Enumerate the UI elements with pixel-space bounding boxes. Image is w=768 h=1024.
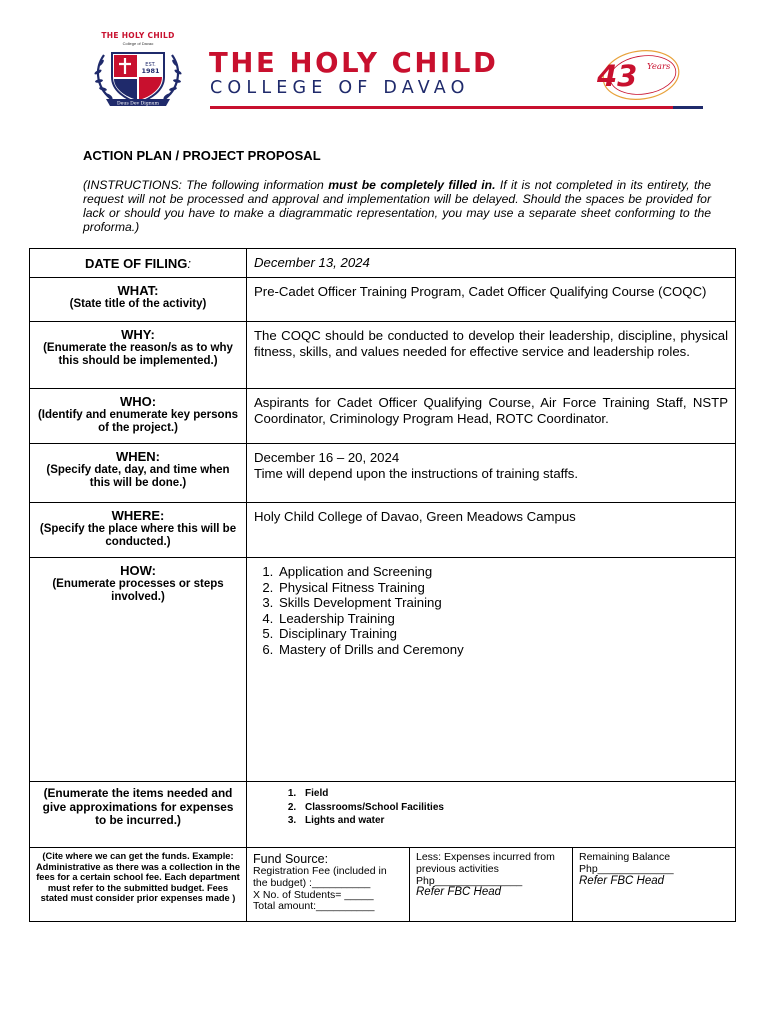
- row-funds: [30, 848, 736, 922]
- why-label: WHY:: [121, 327, 155, 342]
- fund-source-cell[interactable]: [247, 848, 410, 922]
- college-subtitle: COLLEGE OF DAVAO: [210, 78, 470, 98]
- row-when: [30, 444, 736, 503]
- anniversary-43-icon: [593, 44, 685, 106]
- what-hint: (State title of the activity): [69, 298, 207, 310]
- why-hint: (Enumerate the reason/s as to why this should be implemented.): [43, 342, 233, 367]
- expenses-note: Refer FBC Head: [416, 886, 502, 899]
- where-label: WHERE:: [111, 508, 165, 523]
- how-hint: (Enumerate processes or steps involved.): [52, 578, 224, 603]
- how-value[interactable]: [247, 558, 736, 782]
- why-label-cell: [30, 322, 247, 389]
- seal-year: 1981: [141, 66, 160, 75]
- how-label-cell: [30, 558, 247, 782]
- expenses-php: Php_______________: [416, 874, 523, 887]
- row-items: [30, 782, 736, 848]
- anniversary-word: Years: [647, 62, 671, 72]
- registration-fee-line: Registration Fee (included in the budget) :__________: [253, 865, 387, 889]
- anniversary-number: 43: [597, 59, 638, 93]
- what-label: WHAT:: [117, 283, 159, 298]
- list-item: 2. Classrooms/School Facilities: [299, 801, 728, 815]
- instructions-emphasis: must be completely filled in.: [328, 178, 496, 192]
- when-label: WHEN:: [115, 449, 161, 464]
- row-where: [30, 503, 736, 558]
- date-of-filing-label: DATE OF FILING:: [30, 249, 247, 278]
- items-hint: (Enumerate the items needed and give approximations for expenses to be incurred.): [42, 786, 234, 827]
- remaining-title: Remaining Balance: [579, 851, 671, 863]
- row-why: [30, 322, 736, 389]
- seal-motto: Deus Dev Dignum: [116, 101, 160, 107]
- list-item: 1. Field: [299, 787, 728, 801]
- when-time-note: Time will depend upon the instructions of training staffs.: [254, 465, 579, 481]
- header-rule-blue: [673, 106, 703, 109]
- funds-hint: (Cite where we can get the funds. Example: Administrative as there was a collection in the fees for a certain school fee. Each department must refer to the submitted budget. Fees stated must consider prior expenses made ): [30, 848, 247, 922]
- list-item: 3. Skills Development Training: [277, 595, 728, 611]
- college-title: THE HOLY CHILD: [209, 47, 499, 79]
- where-label-cell: [30, 503, 247, 558]
- when-dates: December 16 – 20, 2024: [254, 450, 400, 465]
- row-what: [30, 278, 736, 322]
- where-value[interactable]: Holy Child College of Davao, Green Meadows Campus: [247, 503, 736, 558]
- remaining-php: Php_____________: [579, 862, 674, 875]
- remaining-balance-cell[interactable]: [573, 848, 736, 922]
- who-hint: (Identify and enumerate key persons of the project.): [37, 409, 239, 434]
- row-how: [30, 558, 736, 782]
- seal-name: THE HOLY CHILD: [101, 31, 175, 40]
- seal-est: EST.: [145, 61, 156, 68]
- what-label-cell: [30, 278, 247, 322]
- when-label-cell: [30, 444, 247, 503]
- row-date: [30, 249, 736, 278]
- when-hint: (Specify date, day, and time when this will be done.): [46, 464, 230, 489]
- items-label-cell: [30, 782, 247, 848]
- total-amount-line: Total amount:__________: [253, 900, 375, 913]
- seal-sub: College of Davao: [122, 40, 154, 46]
- list-item: 1. Application and Screening: [277, 564, 728, 580]
- instructions-text: (INSTRUCTIONS: The following information must be completely filled in. If it is not completed in its entirety, the request will not be processed and approval and implementation will be delayed. Should the spaces be provided for lack or should you have to make a diagrammatic representation, you may use a separate sheet conforming to the proforma.): [83, 178, 711, 234]
- remaining-note: Refer FBC Head: [579, 874, 665, 887]
- why-value[interactable]: The COQC should be conducted to develop their leadership, discipline, physical fitness, skills, and values needed for effective service and leadership roles.: [247, 322, 736, 389]
- list-item: 3. Lights and water: [299, 814, 728, 828]
- what-value[interactable]: Pre-Cadet Officer Training Program, Cadet Officer Qualifying Course (COQC): [247, 278, 736, 322]
- date-of-filing-value[interactable]: December 13, 2024: [247, 249, 736, 278]
- seal-emblem-icon: [90, 47, 186, 107]
- items-value[interactable]: [247, 782, 736, 848]
- who-value[interactable]: Aspirants for Cadet Officer Qualifying Course, Air Force Training Staff, NSTP Coordinator, Criminology Program Head, ROTC Coordinator.: [247, 389, 736, 444]
- proposal-form-table: [29, 248, 736, 922]
- who-label: WHO:: [119, 394, 157, 409]
- list-item: 6. Mastery of Drills and Ceremony: [277, 642, 728, 658]
- items-list: [254, 787, 728, 828]
- students-line: X No. of Students= _____: [253, 888, 374, 901]
- fund-source-title: Fund Source:: [253, 852, 329, 866]
- how-steps-list: [254, 564, 728, 657]
- row-who: [30, 389, 736, 444]
- document-title: ACTION PLAN / PROJECT PROPOSAL: [83, 148, 321, 163]
- expenses-cell[interactable]: [410, 848, 573, 922]
- list-item: 2. Physical Fitness Training: [277, 580, 728, 596]
- where-hint: (Specify the place where this will be conducted.): [39, 523, 237, 548]
- when-value[interactable]: [247, 444, 736, 503]
- how-label: HOW:: [120, 563, 156, 578]
- expenses-title: Less: Expenses incurred from previous activities: [416, 851, 555, 875]
- list-item: 5. Disciplinary Training: [277, 626, 728, 642]
- college-seal: [88, 32, 188, 108]
- who-label-cell: [30, 389, 247, 444]
- list-item: 4. Leadership Training: [277, 611, 728, 627]
- header-rule-red: [210, 106, 673, 109]
